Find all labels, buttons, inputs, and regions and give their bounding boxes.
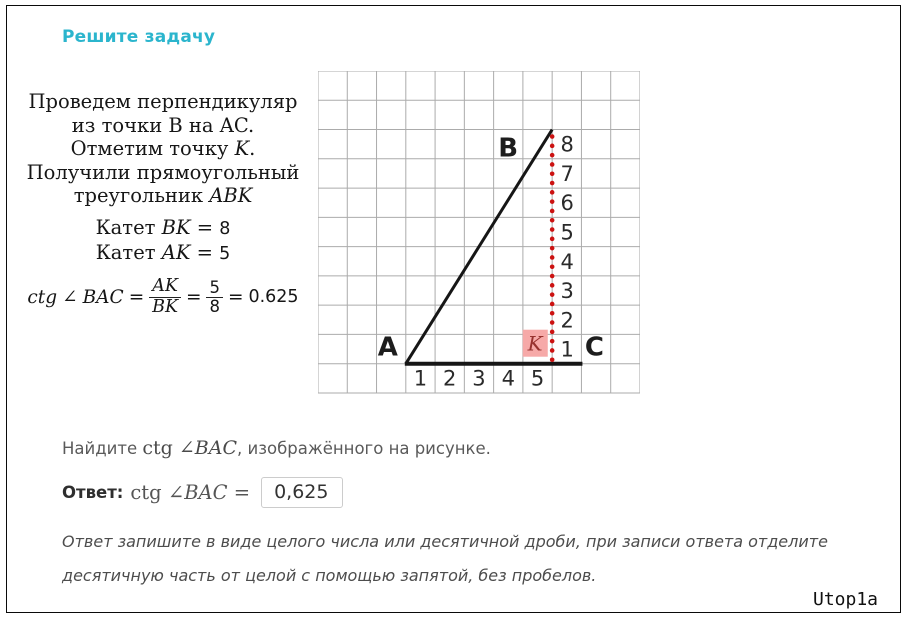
angle-symbol: ∠ <box>62 286 78 308</box>
dotted-perpendicular-dot <box>550 302 555 307</box>
solution-line-leg-bk: Катет BK = 8 <box>95 215 231 239</box>
instructions-line: десятичную часть от целой с помощью запятой, без пробелов. <box>62 566 597 585</box>
dotted-perpendicular-dot <box>550 357 555 362</box>
dotted-perpendicular-dot <box>550 311 555 316</box>
dotted-perpendicular-dot <box>550 181 555 186</box>
horizontal-count-number: 4 <box>501 366 515 391</box>
dotted-perpendicular-dot <box>550 153 555 158</box>
dotted-perpendicular-dot <box>550 237 555 242</box>
vertical-count-number: 4 <box>560 249 574 274</box>
dotted-perpendicular-dot <box>550 292 555 297</box>
answer-expression: ctg ∠BAC = <box>130 480 251 504</box>
horizontal-count-number: 3 <box>472 366 486 391</box>
dotted-perpendicular-dot <box>550 209 555 214</box>
fraction-5-8: $\frac{5}{8}$ <box>206 279 223 317</box>
dotted-perpendicular-dot <box>550 246 555 251</box>
point-k-label: K <box>527 331 543 356</box>
solution-line: Получили прямоугольный <box>26 160 300 184</box>
solution-text <box>10 90 316 322</box>
point-b-label: B <box>498 133 519 164</box>
vertical-count-number: 3 <box>560 279 574 304</box>
dotted-perpendicular-dot <box>550 144 555 149</box>
vertical-count-number: 2 <box>560 308 574 333</box>
page-title: Решите задачу <box>62 27 216 47</box>
watermark: Utop1a <box>813 589 879 610</box>
dotted-perpendicular-dot <box>550 162 555 167</box>
angle-symbol: ∠ <box>178 437 195 459</box>
horizontal-count-number: 1 <box>413 366 428 391</box>
dotted-perpendicular-dot <box>550 218 555 223</box>
dotted-perpendicular-dot <box>550 274 555 279</box>
angle-symbol: ∠ <box>167 480 185 504</box>
dotted-perpendicular-dot <box>550 264 555 269</box>
vertical-count-number: 8 <box>560 132 574 157</box>
triangle-grid-figure <box>318 71 640 394</box>
horizontal-count-number: 5 <box>530 366 545 391</box>
vertical-count-number: 6 <box>560 191 574 216</box>
answer-label: Ответ: <box>62 482 124 502</box>
vertical-count-number: 1 <box>560 337 574 362</box>
question-text: Найдите ctg ∠BAC, изображённого на рисунке. <box>62 437 491 459</box>
dotted-perpendicular-dot <box>550 199 555 204</box>
horizontal-count-number: 2 <box>443 366 457 391</box>
solution-line-leg-ak: Катет AK = 5 <box>95 241 231 264</box>
point-a-label: A <box>377 332 398 363</box>
dotted-perpendicular-dot <box>550 255 555 260</box>
vertical-count-number: 7 <box>560 161 574 186</box>
instructions-line: Ответ запишите в виде целого числа или десятичной дроби, при записи ответа отделите <box>62 532 828 551</box>
dotted-perpendicular-dot <box>550 134 555 139</box>
dotted-perpendicular-dot <box>550 227 555 232</box>
dotted-perpendicular-dot <box>550 283 555 288</box>
vertical-count-number: 5 <box>560 220 574 245</box>
solution-line: Проведем перпендикуляр <box>28 90 298 113</box>
solution-line: из точки B на AC. <box>71 113 255 137</box>
dotted-perpendicular-dot <box>550 320 555 325</box>
dotted-perpendicular-dot <box>550 348 555 353</box>
dotted-perpendicular-dot <box>550 190 555 195</box>
answer-input[interactable] <box>261 477 343 508</box>
dotted-perpendicular-dot <box>550 171 555 176</box>
fraction-ak-bk: $\frac{AK}{BK}$ <box>149 277 181 317</box>
figure-svg <box>318 71 640 394</box>
solution-line: треугольник ABK <box>73 184 253 207</box>
solution-formula: ctg ∠ BAC = $\frac{AK}{BK}$ = $\frac{5}{8}$ = 0.625 <box>27 276 299 317</box>
solution-line: Отметим точку K. <box>70 137 256 160</box>
dotted-perpendicular-dot <box>550 330 555 335</box>
point-c-label: C <box>584 332 604 363</box>
dotted-perpendicular-dot <box>550 339 555 344</box>
answer-row <box>62 476 343 508</box>
